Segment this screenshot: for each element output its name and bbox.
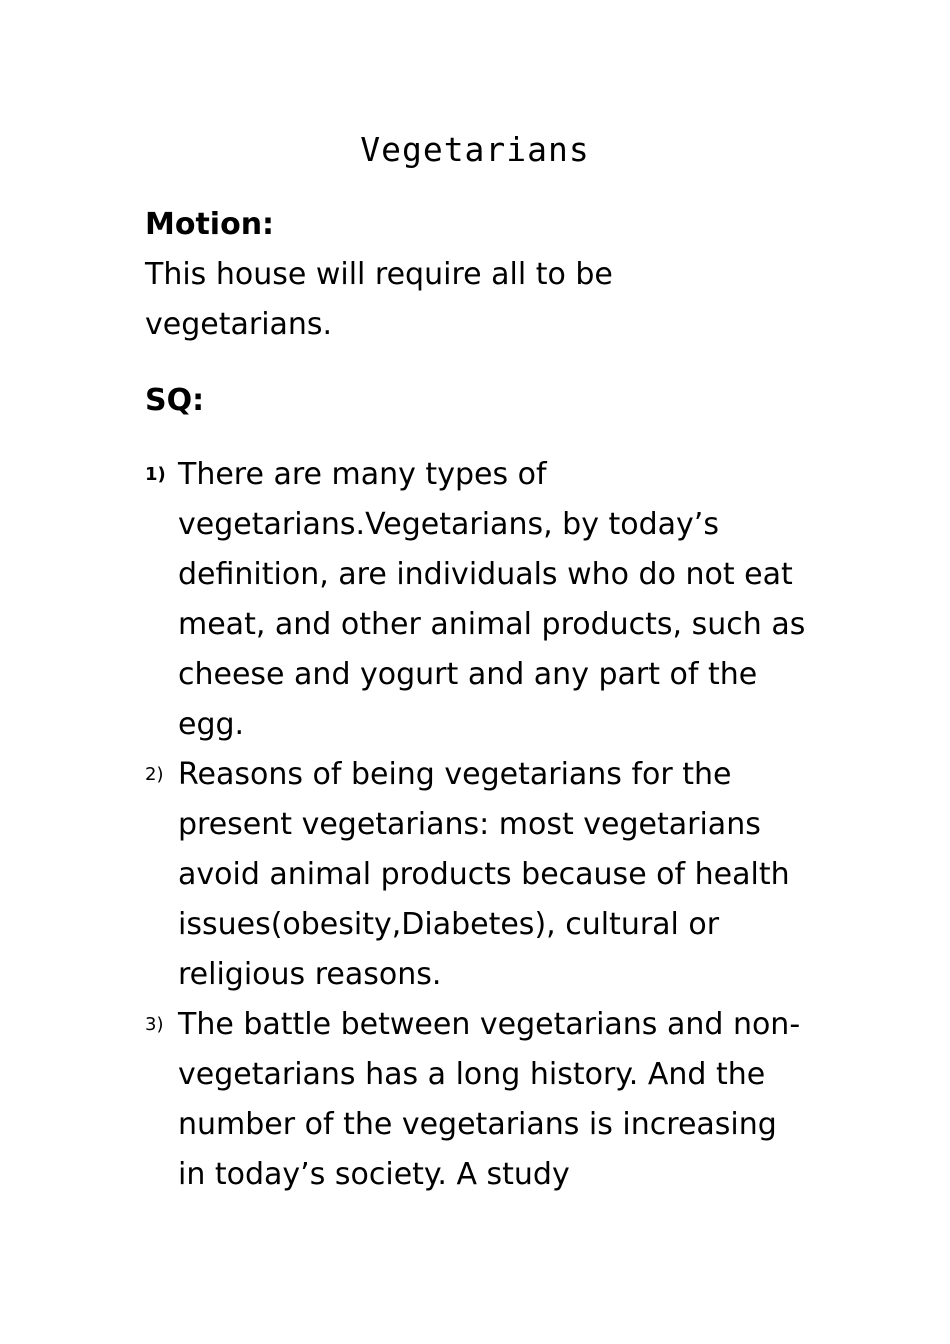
list-item-number: 3) xyxy=(145,1014,164,1035)
motion-text: This house will require all to be vegetarians. xyxy=(145,257,613,342)
list-item xyxy=(145,450,825,750)
list-item-text: Reasons of being vegetarians for the present vegetarians: most vegetarians avoid animal products because of health issues(obesity,Diabetes), cultural or religious reasons. xyxy=(178,757,790,992)
list-item-number: 2) xyxy=(145,764,164,785)
document-title: Vegetarians xyxy=(360,130,590,169)
list-item-text: The battle between vegetarians and non-vegetarians has a long history. And the number of the vegetarians is increasing in today’s society. A study xyxy=(178,1007,801,1192)
list-item xyxy=(145,1000,825,1200)
motion-heading: Motion: xyxy=(145,207,275,242)
list-item-text: There are many types of vegetarians.Vegetarians, by today’s definition, are individuals who do not eat meat, and other animal products, such as cheese and yogurt and any part of the egg. xyxy=(178,457,806,742)
sq-heading: SQ: xyxy=(145,383,205,418)
list-item-number: 1) xyxy=(145,464,166,485)
sq-list xyxy=(145,450,825,1200)
list-item xyxy=(145,750,825,1000)
